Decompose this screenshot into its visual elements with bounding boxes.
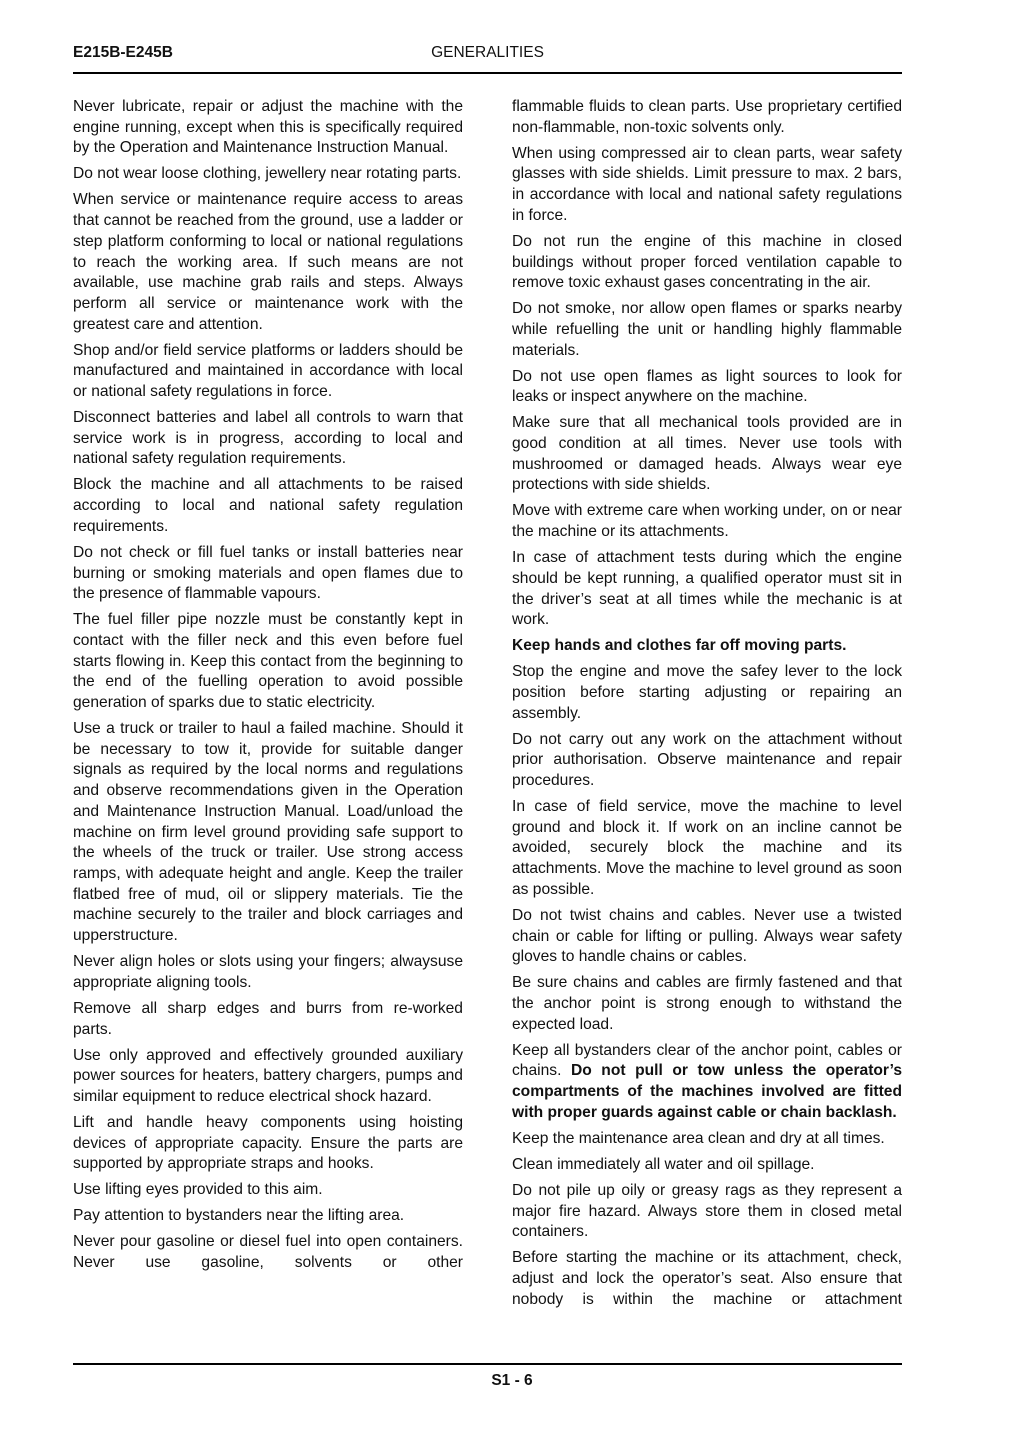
bold-warning: Keep hands and clothes far off moving parts.: [512, 637, 847, 655]
paragraph: Remove all sharp edges and burrs from re-worked parts.: [73, 999, 463, 1038]
paragraph: flammable fluids to clean parts. Use proprietary certified non-flammable, non-toxic solvents only.: [512, 98, 902, 136]
paragraph: Make sure that all mechanical tools provided are in good condition at all times. Never use tools with mushroomed or damaged heads. Always wear eye protections with side shields.: [512, 414, 902, 494]
paragraph: Do not twist chains and cables. Never use a twisted chain or cable for lifting or pulling. Always wear safety gloves to handle chains or cables.: [512, 906, 902, 966]
section-title: GENERALITIES: [431, 44, 544, 61]
paragraph: Use only approved and effectively grounded auxiliary power sources for heaters, battery chargers, pumps and similar equipment to reduce electrical shock hazard.: [73, 1046, 463, 1105]
page-number: S1 - 6: [491, 1372, 533, 1389]
paragraph: Do not check or fill fuel tanks or install batteries near burning or smoking materials and open flames due to the presence of flammable vapours.: [73, 543, 463, 603]
paragraph: Keep the maintenance area clean and dry at all times.: [512, 1129, 885, 1147]
paragraph: The fuel filler pipe nozzle must be constantly kept in contact with the filler neck and this even before fuel starts flowing in. Keep this contact from the beginning to the end of the fuelling operation to avoid possible generation of sparks due to static electricity.: [73, 611, 463, 712]
paragraph: Clean immediately all water and oil spillage.: [512, 1155, 815, 1173]
paragraph: Move with extreme care when working under, on or near the machine or its attachments.: [512, 502, 902, 541]
paragraph: Be sure chains and cables are firmly fastened and that the anchor point is strong enough to withstand the expected load.: [512, 974, 902, 1033]
header-rule: [73, 72, 902, 74]
footer-rule: [73, 1363, 902, 1365]
paragraph: Do not pile up oily or greasy rags as they represent a major fire hazard. Always store them in closed metal containers.: [512, 1181, 902, 1241]
model-code: E215B-E245B: [73, 44, 173, 61]
paragraph: Before starting the machine or its attachment, check, adjust and lock the operator’s seat. Also ensure that nobody is within the machine or attachment: [512, 1249, 902, 1308]
paragraph: Never lubricate, repair or adjust the machine with the engine running, except when this is specifically required by the Operation and Maintenance Instruction Manual.: [73, 98, 463, 157]
paragraph: Stop the engine and move the safey lever to the lock position before starting adjusting or repairing an assembly.: [512, 663, 902, 722]
paragraph: Block the machine and all attachments to be raised according to local and national safety regulation requirements.: [73, 476, 463, 535]
paragraph: When service or maintenance require access to areas that cannot be reached from the ground, use a ladder or step platform conforming to local or national regulations to reach the working area. If such means are not available, use machine grab rails and steps. Always perform all service or maintenance work with the greatest care and attention.: [73, 191, 463, 333]
paragraph: In case of attachment tests during which the engine should be kept running, a qualified operator must sit in the driver’s seat at all times while the mechanic is at work.: [512, 549, 902, 629]
paragraph: Use a truck or trailer to haul a failed machine. Should it be necessary to tow it, provide for suitable danger signals as required by the local norms and regulations and observe recommendations given in the Operation and Maintenance Instruction Manual. Load/unload the machine on firm level ground providing safe support to the wheels of the truck or trailer. Use strong access ramps, with adequate height and angle. Keep the trailer flatbed free of mud, oil or slippery materials. Tie the machine securely to the trailer and block carriages and upperstructure.: [73, 720, 463, 945]
paragraph-text: Keep all bystanders clear of the anchor point, cables or chains.: [512, 1041, 902, 1080]
page-header: [73, 44, 902, 64]
paragraph: Use lifting eyes provided to this aim.: [73, 1181, 323, 1199]
paragraph: Never align holes or slots using your fingers; alwaysuse appropriate aligning tools.: [73, 953, 463, 991]
paragraph: Never pour gasoline or diesel fuel into open containers. Never use gasoline, solvents or other: [73, 1233, 463, 1272]
bold-warning: Do not pull or tow unless the operator’s compartments of the machines involved are fitted with proper guards against cable or chain backlash.: [512, 1062, 902, 1121]
paragraph: Lift and handle heavy components using hoisting devices of appropriate capacity. Ensure the parts are supported by appropriate straps and hooks.: [73, 1113, 463, 1173]
paragraph: Do not use open flames as light sources to look for leaks or inspect anywhere on the machine.: [512, 367, 902, 406]
paragraph: Disconnect batteries and label all controls to warn that service work is in progress, according to local and national safety regulation requirements.: [73, 409, 463, 468]
paragraph: In case of field service, move the machine to level ground and block it. If work on an incline cannot be avoided, securely block the machine and its attachments. Move the machine to level ground as soon as possible.: [512, 798, 902, 898]
paragraph: Shop and/or field service platforms or ladders should be manufactured and maintained in accordance with local or national safety regulations in force.: [73, 341, 463, 401]
paragraph: Do not smoke, nor allow open flames or sparks nearby while refuelling the unit or handling highly flammable materials.: [512, 300, 902, 359]
paragraph: Do not wear loose clothing, jewellery near rotating parts.: [73, 165, 462, 183]
right-column: [512, 97, 902, 1316]
paragraph: When using compressed air to clean parts, wear safety glasses with side shields. Limit pressure to max. 2 bars, in accordance with local and national safety regulations in force.: [512, 144, 902, 224]
left-column: [73, 97, 463, 1279]
paragraph: Pay attention to bystanders near the lifting area.: [73, 1207, 405, 1225]
paragraph: Do not carry out any work on the attachment without prior authorisation. Observe maintenance and repair procedures.: [512, 730, 902, 790]
paragraph-with-warning: [512, 1041, 902, 1124]
paragraph: Do not run the engine of this machine in closed buildings without proper forced ventilation capable to remove toxic exhaust gases concentrating in the air.: [512, 232, 902, 292]
